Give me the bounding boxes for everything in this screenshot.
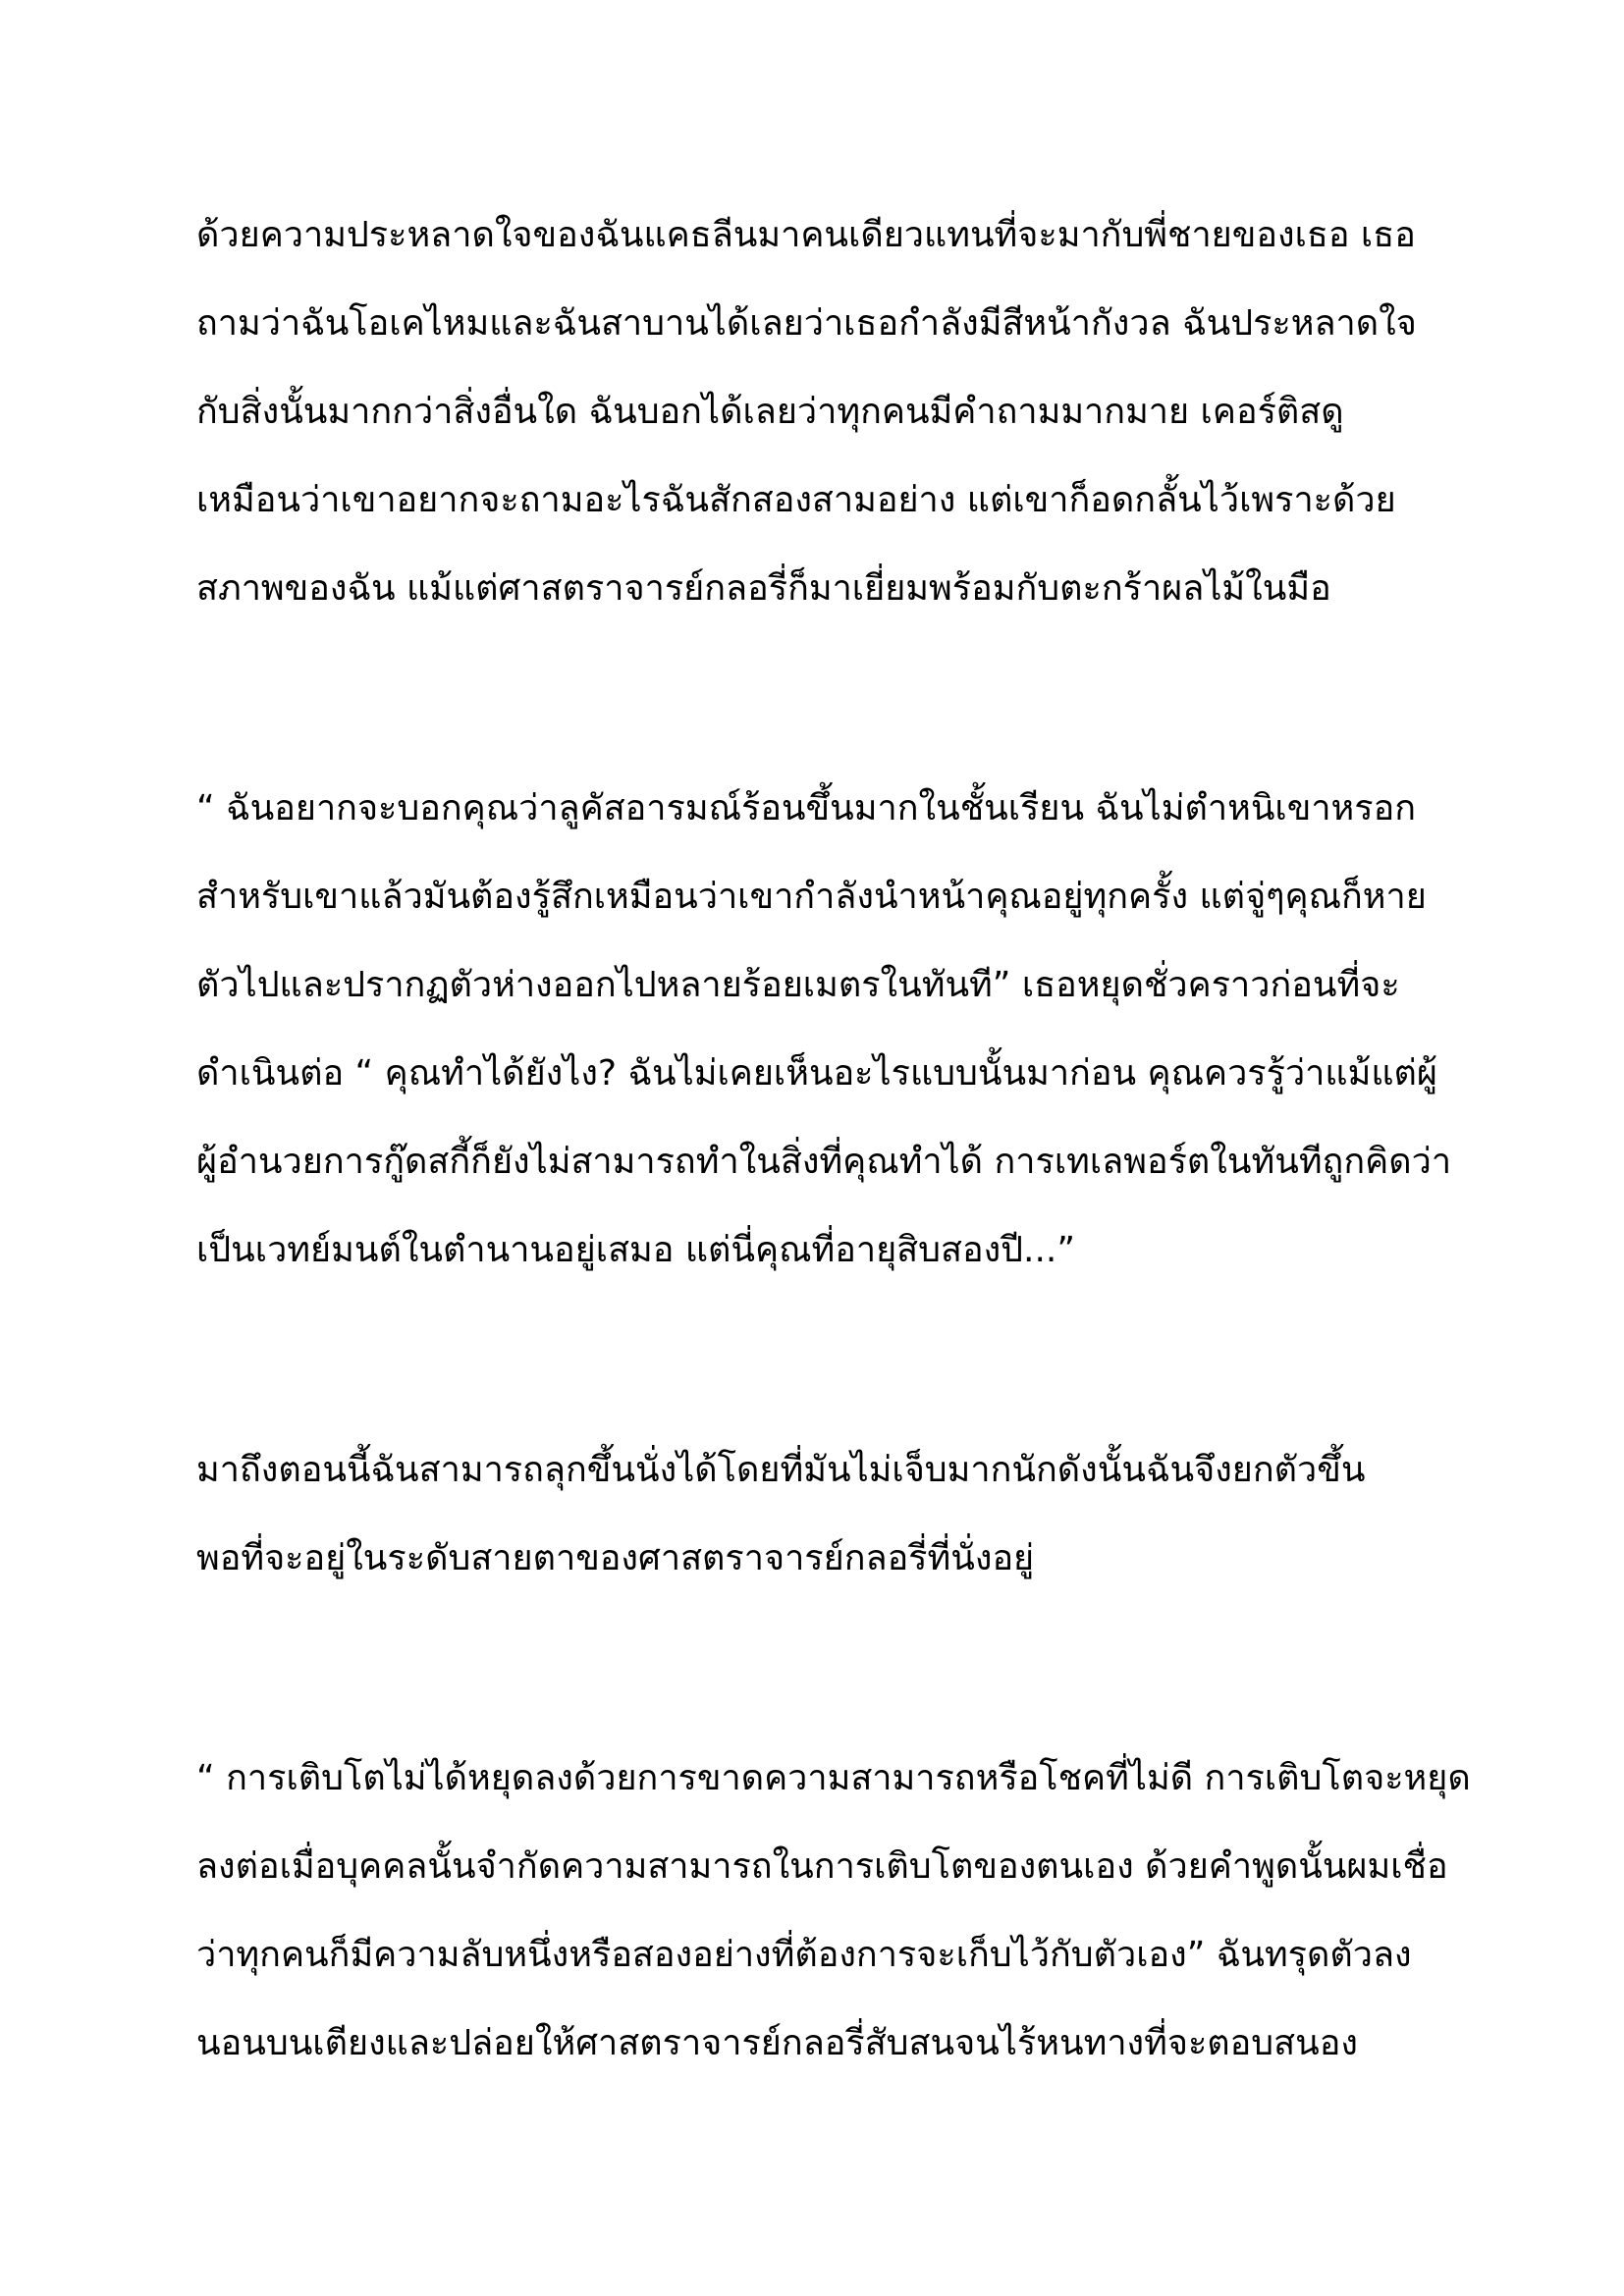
text-line: สำหรับเขาแล้วมันต้องรู้สึกเหมือนว่าเขากำลังนำหน้าคุณอยู่ทุกครั้ง แต่จู่ๆคุณก็หาย — [196, 877, 1427, 917]
text-line: พอที่จะอยู่ในระดับสายตาของศาสตราจารย์กลอรี่ที่นั่งอยู่ — [196, 1538, 1035, 1578]
text-line: เป็นเวทย์มนต์ในตำนานอยู่เสมอ แต่นี่คุณที่อายุสิบสองปี...” — [196, 1230, 1075, 1270]
text-line: ด้วยความประหลาดใจของฉันแคธลีนมาคนเดียวแทนที่จะมากับพี่ชายของเธอ เธอ — [196, 215, 1416, 255]
text-line: ว่าทุกคนก็มีความลับหนึ่งหรือสองอย่างที่ต้องการจะเก็บไว้กับตัวเอง” ฉันทรุดตัวลง — [196, 1935, 1412, 1975]
text-line: ตัวไปและปรากฏตัวห่างออกไปหลายร้อยเมตรในทันที” เธอหยุดชั่วคราวก่อนที่จะ — [196, 965, 1400, 1005]
text-line: ถามว่าฉันโอเคไหมและฉันสาบานได้เลยว่าเธอกำลังมีสีหน้ากังวล ฉันประหลาดใจ — [196, 303, 1417, 344]
text-line: สภาพของฉัน แม้แต่ศาสตราจารย์กลอรี่ก็มาเยี่ยมพร้อมกับตะกร้าผลไม้ในมือ — [196, 568, 1331, 609]
text-line: นอนบนเตียงและปล่อยให้ศาสตราจารย์กลอรี่สับสนจนไร้หนทางที่จะตอบสนอง — [196, 2023, 1358, 2063]
text-line: ดำเนินต่อ “ คุณทำได้ยังไง? ฉันไม่เคยเห็นอะไรแบบนั้นมาก่อน คุณควรรู้ว่าแม้แต่ผู้ — [196, 1053, 1437, 1094]
text-line: เหมือนว่าเขาอยากจะถามอะไรฉันสักสองสามอย่าง แต่เขาก็อดกลั้นไว้เพราะด้วย — [196, 480, 1396, 520]
text-line: ลงต่อเมื่อบุคคลนั้นจำกัดความสามารถในการเติบโตของตนเอง ด้วยคำพูดนั้นผมเชื่อ — [196, 1846, 1448, 1887]
text-line: กับสิ่งนั้นมากกว่าสิ่งอื่นใด ฉันบอกได้เลยว่าทุกคนมีคำถามมากมาย เคอร์ติสดู — [196, 392, 1344, 432]
text-line: “ การเติบโตไม่ได้หยุดลงด้วยการขาดความสามารถหรือโชคที่ไม่ดี การเติบโตจะหยุด — [196, 1758, 1471, 1798]
text-line: มาถึงตอนนี้ฉันสามารถลุกขึ้นนั่งได้โดยที่มันไม่เจ็บมากนักดังนั้นฉันจึงยกตัวขึ้น — [196, 1450, 1366, 1490]
text-line: “ ฉันอยากจะบอกคุณว่าลูคัสอารมณ์ร้อนขึ้นมากในชั้นเรียน ฉันไม่ตำหนิเขาหรอก — [196, 788, 1417, 828]
text-line: ผู้อำนวยการกู๊ดสกี้ก็ยังไม่สามารถทำในสิ่งที่คุณทำได้ การเทเลพอร์ตในทันทีถูกคิดว่า — [196, 1142, 1452, 1182]
